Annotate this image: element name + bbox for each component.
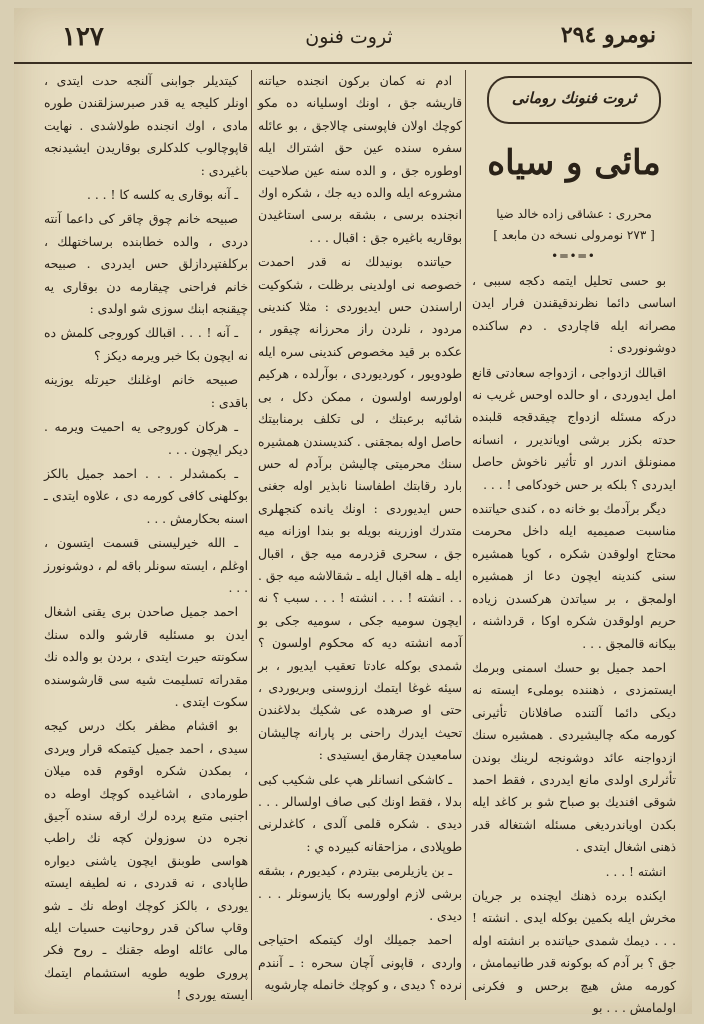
continuation-note: [ ٢٧٣ نومرولى نسخه دن مابعد ] — [493, 228, 655, 242]
paragraph: صبيحه خانم اوغلنك حيرتله يوزينه باقدى : — [44, 373, 248, 410]
author-byline: محررى : عشاقى زاده خالد ضيا — [496, 207, 652, 221]
issue-number: نومرو ٢٩٤ — [560, 22, 656, 48]
paragraph: اقبالك ازدواجى ، ازدواجه سعادتى قانع امل ايدوردى ، او حالده اوحس غريب نه دركه مسئله ازدواج چيقدقجه قلبنده حدته بكزر برشى اويانديرر ، انسانه ممنونلق اندرر او تأثير ناخوش حاصل ايدردى ؟ بلكه بر حس خودكامى ! . . . — [472, 365, 676, 492]
paragraph: ـ الله خيرليسنى قسمت ايتسون ، اوغلم ، ايسته سونلر باقه لم ، دوشونورز . . . — [44, 536, 248, 595]
paragraph: ادم نه كمان بركون انجنده حياتنه قاريشه جق ، اونك اوسليانه ده مكو كوچك اولان فاپوسنى چالاجق ، بو عائله سفره سنده عين حق اشتراك ايله اوطوره جق ، و الده سنه عين صلاحيت مشروعه ايله والده ديه جك ، شكره اوك انجنده برسى ، بشقه برسى استاغيدن بوقاريه باغيره جق : اقبال . . . — [258, 74, 462, 245]
paragraph: ـ هركان كوروجى يه احميت ويرمه . ديكر ايچون . . . — [44, 420, 248, 457]
paragraph: احمد جميلك اوك كيتمكه احتياجى واردى ، قاپونى آچان سحره : ـ آنندم نرده ؟ ديدى ، و كوچك خانمله چارشويه — [258, 933, 462, 993]
paragraph: احمد جميل بو حسك اسمنى وبرمك ايستمزدى ، ذهننده بوملىء ايسته نه ديكى دائما آلتنده صافلانان تأثيرنى كورمه مكه چاليشيردى . همشيره سنك ازدواجنه عائد دوشونجه لرينك بوندن تأثرلرى اولدى مانع ايدردى ، فقط احمد شوقى افنديك بو صباح شو بر كاغد ايله بكدن اوياندرديغى مسئله اشتغاله قدر ذهنى اشغال ايتدى . — [472, 660, 676, 855]
paragraph: ايكنده برده ذهنك ايچنده بر جريان مخرش ايله بكمين بوكله ايدى . انشته ! . . . ديمك شمدى حياتنده بر انشته اوله جق ؟ بر آدم كه بوكونه قدر طانيمامش ، كورمه مش هيچ برحس و فكرنى اولمامش . . . بو — [472, 888, 676, 1015]
paragraph: ـ آنه بوقارى يه كلسه كا ! . . . — [87, 188, 238, 203]
paragraph: ـ كاشكى انسانلر هپ على شكيب كبى بدلا ، فقط اونك كبى صاف اولسالر . . . ديدى . شكره قلمى آلدى ، كاغدلرنى طوپلادى ، مزاحقانه كبيرده ي : — [258, 772, 462, 854]
story-title: مائى و سياه — [487, 143, 661, 183]
paragraph: ـ بكمشدلر . . . احمد جميل بالكز بوكلهنى كافى كورمه دى ، علاوه ايتدى ـ اسنه بحكارمش . . . — [44, 466, 248, 526]
section-badge: ثروت فنونك رومانى — [487, 76, 661, 124]
newspaper-page — [14, 8, 692, 1014]
right-column — [472, 70, 676, 1015]
paragraph: انشته ! . . . — [605, 864, 666, 879]
paragraph: بو حسى تحليل ايتمه دكجه سببى ، اساسى دائما نظرندقيقندن فرار ايدن مصرانه ايله قاچاردى . دم ساكنده دوشونوردى : — [472, 274, 676, 356]
column-divider — [251, 70, 252, 1000]
left-column — [44, 70, 248, 1003]
column-divider — [465, 70, 466, 1000]
paragraph: ديگر برآدمك بو خانه ده ، كندى حياتنده مناسبت صميميه ايله داخل محرمت محتاج اولوقدن شكره ، كويا همشيره سنى كندينه ايچون دعا از همشيره اولمجق ، بر سياتدن هركسدن زياده حريم اولوقدن شكره اوكا ، قرداشنه ، بيكانه قالمجق . . . — [472, 502, 676, 651]
page-header — [14, 8, 692, 64]
paragraph: صبيحه خانم چوق چاقر كى داعما آنته دردى ، والده خطابنده برساختهلك ، بركلفتپردازلق حس ايدردى . صبيحه خانم فراحنى چيقارمه دن بوقارى يه چيقنجه ابنك سوزى شو اولدى : — [44, 212, 248, 317]
paragraph: حياتنده بونيدلك نه قدر احمدت خصوصه نى اولدينى برظلت ، شكوكيت اراسندن حس ايديوردى : مثلا كندينى مردود ، نلردن راز محرزانه چيقور ، عكده بر قيد مخصوص كندينى سره ايله طودويور ، كورديوردى ، بوآرلده ، هركيم اولورسه اولسون ، ممكن دكل ، بى شائبه برعبتك ، لى تكلف برمنابيتك حاصل اوله بمجقنى . كنديسندن همشيره سنك محرميتى چاليشن برآدم له حس بارد رقابتك اطفاسنا نابذير اوله جغنى حس ايديوردى : اونك يانده كنجهلرى متدرك اوزرينه بويله بو بندا اوزانه ميه جق ، سحرى قزدرمه ميه جق ، اقبال ايله ـ هله اقبال ايله ـ شقالاشه ميه جق . . . انشته ! . . . انشته ! . . . سبب ؟ نه ايچون سوميه جكى ، سوميه جكى بو آدمه انشته ديه كه محكوم اولسون ؟ شمدى بوكله عادتا تعقيب ايديور ، بر سيئه غوغا ايتمك ارزوسنى وبريوردى ، حتى او صرهده عى شكيك بدلاغندن تحيث ايدرك راحنى بر پارانه چاليشان سامعيدن چقارمق ايستيدى : — [257, 255, 462, 763]
paragraph: بو اقشام مظفر بكك درس كيجه سيدى ، احمد جميل كيتمكه قرار ويردى ، بمكدن شكره اوقوم قده ميلان طورمادى ، اشاغيده كوچك اوطه ده اجنبى متبع پرده لرك ارقه سنده آجيق نجره دن سوزولن كچه نك راطب هواسى طوبنق ايچون ياشنى ديواره طاپادى ، نه قدردى ، نه لطيفه ايسته يوردى ، بالكز كوچك اوطه نك ـ شو وقاپ ساكن قدر روحانيت حسيات ايله مالى عائله اوطه جقنك ـ روح فكر پرورى طويه طويه استشمام ايتمك ايسته يوردى ! — [44, 719, 248, 1003]
magazine-name: ثروت فنون — [305, 26, 393, 48]
page-number: ١٢٧ — [62, 22, 104, 52]
paragraph: احمد جميل صاحدن برى يقنى اشغال ايدن بو مسئليه قارشو والده سنك سكونته حيرت ايتدى ، بردن بو والده نك مقدراته تسليمت شيه سى قارشوسنده سكوت ايتدى . — [44, 605, 248, 709]
middle-column — [258, 70, 462, 1000]
paragraph: ـ بن يازيلرمى بيتردم ، كيديورم ، بشقه برشى لازم اولورسه بكا يازسونلر . . . ديدى . — [258, 864, 462, 924]
ornament-divider: •═•═• — [551, 249, 597, 263]
paragraph: كيتديلر جوابنى آلنجه حدت ايتدى ، اونلر كليجه يه قدر صبرسزلقندن طوره مادى ، اوك انجنده طولاشدى . نهايت قاپوچالوب كلدكلرى بوقاريدن ايشيدنجه باغيردى : — [44, 74, 248, 178]
paragraph: ـ آنه ! . . . اقبالك كوروجى كلمش ده نه ايچون بكا خبر ويرمه ديكز ؟ — [44, 326, 248, 363]
